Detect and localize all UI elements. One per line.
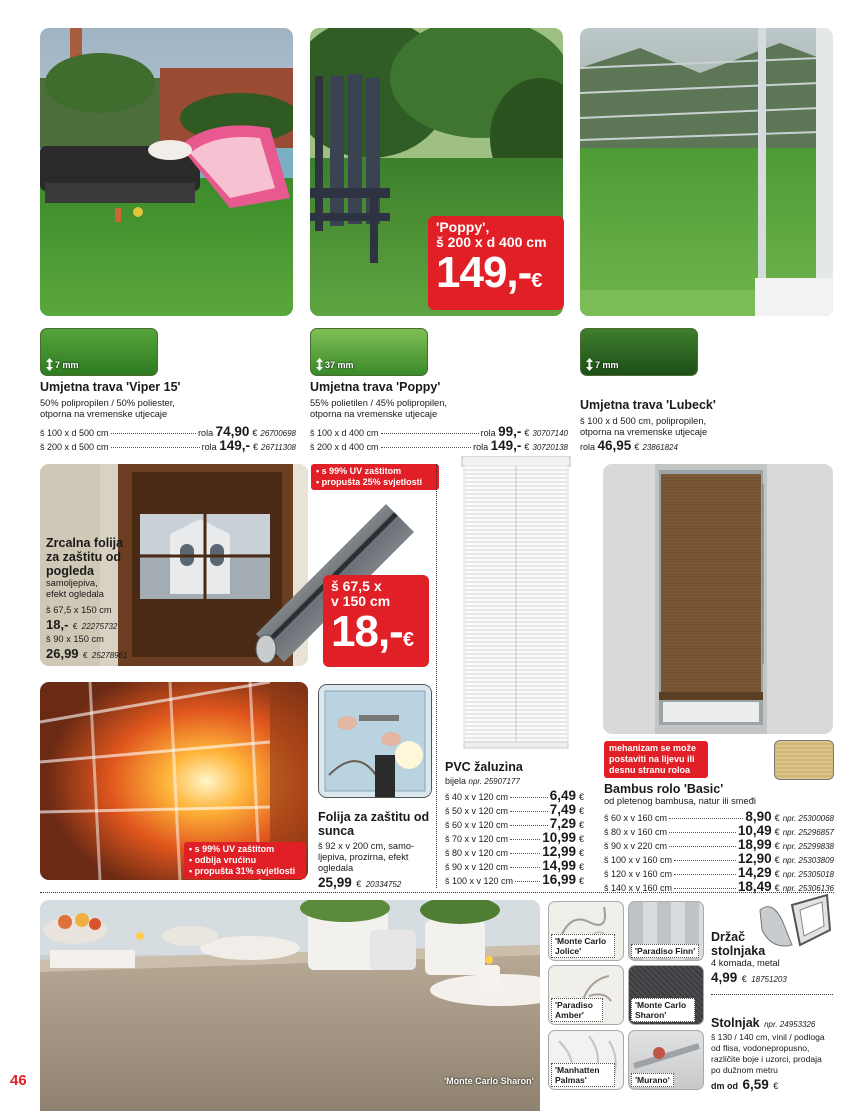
poppy-price-row: š 100 x d 400 cm rola 99,- € 30707140 (310, 424, 568, 439)
mirror-info (46, 536, 146, 663)
mirror-tag-price: 18,-€ (331, 607, 413, 656)
pvc-sub: bijela npr. 25907177 (445, 776, 520, 786)
lubeck-price-row: rola 46,95 € 23861824 (580, 438, 678, 453)
poppy-desc-1: 55% polietilen / 45% polipropilen, (310, 398, 447, 408)
poppy-tag-line2: š 200 x d 400 cm (436, 234, 547, 250)
bamboo-price-row: š 80 x v 160 cm 10,49 € npr. 25296857 (604, 823, 834, 838)
sun-foil-apply-photo (318, 684, 432, 798)
viper-price-row: š 100 x d 500 cm rola 74,90 € 26700698 (40, 424, 296, 439)
cloth-desc-3: različite boje i uzorci, prodaja (711, 1054, 822, 1064)
pvc-blind-image (458, 456, 574, 752)
mirror-bullet-2: • propušta 25% svjetlosti (316, 477, 423, 487)
sun-desc-3: ogledala (318, 863, 354, 873)
poppy-price-row: š 200 x d 400 cm rola 149,- € 30720138 (310, 438, 568, 453)
bamboo-price-row: š 90 x v 220 cm 18,99 € npr. 25299838 (604, 837, 834, 852)
pvc-title: PVC žaluzina (445, 760, 523, 774)
mirror-desc-1: samoljepiva, (46, 578, 98, 588)
pvc-price-row: š 90 x v 120 cm 14,99 € (445, 858, 584, 873)
sun-bullets (184, 842, 306, 879)
poppy-swatch (310, 328, 428, 376)
bamboo-blind-photo (603, 464, 833, 734)
poppy-info (310, 380, 568, 452)
cloth-price: dm od 6,59 € (711, 1077, 779, 1092)
cloth-desc-1: š 130 / 140 cm, vinil / podloga (711, 1032, 825, 1042)
sun-bullet-2: • odbija vrućinu (189, 855, 257, 865)
page-number: 46 (10, 1072, 27, 1089)
bamboo-price-row: š 120 x v 160 cm 14,29 € npr. 25305018 (604, 865, 834, 880)
lubeck-title: Umjetna trava 'Lubeck' (580, 398, 716, 412)
sun-foil-info (318, 810, 442, 892)
pvc-price-row: š 40 x v 120 cm 6,49 € (445, 788, 584, 803)
pattern-label: 'Manhatten Palmas' (551, 1063, 615, 1087)
poppy-price-tag (428, 216, 564, 310)
viper-desc-1: 50% polipropilen / 50% poliester, (40, 398, 175, 408)
holder-info (711, 930, 835, 987)
holder-desc: 4 komada, metal (711, 958, 780, 968)
mirror-title-1: Zrcalna folija (46, 536, 124, 550)
mirror-price-tag (323, 575, 429, 667)
height-arrow-icon (45, 358, 54, 371)
viper-price-row: š 200 x d 500 cm rola 149,- € 26711308 (40, 438, 296, 453)
section-divider (40, 892, 834, 893)
poppy-title: Umjetna trava 'Poppy' (310, 380, 441, 394)
mirror-desc-2: efekt ogledala (46, 589, 104, 599)
height-arrow-icon (315, 358, 324, 371)
mirror-title-3: pogleda (46, 564, 94, 578)
lubeck-desc-1: š 100 x d 500 cm, polipropilen, (580, 416, 707, 426)
sun-title-2: sunca (318, 824, 355, 838)
pvc-price-row: š 100 x v 120 cm 16,99 € (445, 872, 584, 887)
cloth-title-row: Stolnjak npr. 24953326 (711, 1016, 816, 1030)
viper-height: 7 mm (45, 358, 79, 371)
viper-grass-photo (40, 28, 293, 316)
bamboo-title: Bambus rolo 'Basic' (604, 782, 724, 796)
height-arrow-icon (585, 358, 594, 371)
mirror-title-2: za zaštitu od (46, 550, 122, 564)
holder-title-2: stolnjaka (711, 944, 766, 958)
poppy-height: 37 mm (315, 358, 354, 371)
sun-title-1: Folija za zaštitu od (318, 810, 430, 824)
bamboo-price-list (604, 809, 834, 893)
holder-price: 4,99 € 18751203 (711, 970, 787, 985)
pvc-price-row: š 60 x v 120 cm 7,29 € (445, 816, 584, 831)
bamboo-swatch (774, 740, 834, 780)
cloth-info (711, 1014, 835, 1094)
tablecloth-photo-label: 'Monte Carlo Sharon' (444, 1076, 534, 1086)
mirror-price-2: 26,99 € 25278961 (46, 646, 128, 661)
pvc-price-list (445, 788, 587, 886)
bamboo-price-row: š 60 x v 160 cm 8,90 € npr. 25300068 (604, 809, 834, 824)
pattern-tile-paradiso-finn[interactable] (628, 901, 704, 961)
viper-swatch (40, 328, 158, 376)
sun-bullet-1: • s 99% UV zaštitom (189, 844, 275, 854)
pattern-label: 'Paradiso Finn' (631, 944, 699, 958)
sun-desc-1: š 92 x v 200 cm, samo- (318, 841, 415, 851)
mirror-tag-line1: š 67,5 x (331, 578, 382, 594)
pvc-price-row: š 80 x v 120 cm 12,99 € (445, 844, 584, 859)
pattern-label: 'Monte Carlo Sharon' (631, 998, 695, 1022)
viper-info (40, 380, 296, 452)
bamboo-note-3: desnu stranu roloa (609, 765, 691, 775)
bamboo-price-row: š 140 x v 160 cm 18,49 € npr. 25306136 (604, 879, 834, 894)
pattern-label: 'Paradiso Amber' (551, 998, 603, 1022)
pvc-info (445, 760, 587, 886)
bamboo-note-2: postaviti na lijevu ili (609, 754, 695, 764)
lubeck-grass-photo (580, 28, 833, 316)
lubeck-info (580, 398, 834, 452)
mirror-tag-line2: v 150 cm (331, 593, 391, 609)
sun-price: 25,99 € 20334752 (318, 875, 402, 890)
sun-desc-2: ljepiva, prozirna, efekt (318, 852, 409, 862)
bamboo-desc: od pletenog bambusa, natur ili smeđi (604, 796, 756, 806)
pattern-label: 'Murano' (631, 1073, 674, 1087)
pattern-tile-manhatten-palmas[interactable] (548, 1030, 624, 1090)
mirror-price-1: 18,- € 22275732 (46, 617, 118, 632)
pattern-tile-monte-carlo-jolice[interactable] (548, 901, 624, 961)
holder-divider (711, 994, 833, 995)
lubeck-height: 7 mm (585, 358, 619, 371)
holder-title-1: Držač (711, 930, 746, 944)
bamboo-info (604, 782, 834, 893)
pattern-tile-murano[interactable] (628, 1030, 704, 1090)
viper-desc-2: otporna na vremenske utjecaje (40, 409, 168, 419)
poppy-desc-2: otporna na vremenske utjecaje (310, 409, 438, 419)
bamboo-note (604, 741, 708, 778)
pattern-label: 'Monte Carlo Jolice' (551, 934, 615, 958)
pvc-price-row: š 70 x v 120 cm 10,99 € (445, 830, 584, 845)
pattern-tile-monte-carlo-sharon[interactable] (628, 965, 704, 1025)
mirror-bullet-1: • s 99% UV zaštitom (316, 466, 402, 476)
poppy-tag-price: 149,-€ (436, 248, 542, 297)
cloth-desc-4: po dužnom metru (711, 1065, 778, 1075)
pvc-price-row: š 50 x v 120 cm 7,49 € (445, 802, 584, 817)
viper-title: Umjetna trava 'Viper 15' (40, 380, 181, 394)
pattern-tile-paradiso-amber[interactable] (548, 965, 624, 1025)
lubeck-desc-2: otporna na vremenske utjecaje (580, 427, 708, 437)
lubeck-swatch (580, 328, 698, 376)
poppy-tag-line1: 'Poppy', (436, 219, 490, 235)
mirror-size-2: š 90 x 150 cm (46, 634, 104, 644)
bamboo-price-row: š 100 x v 160 cm 12,90 € npr. 25303809 (604, 851, 834, 866)
cloth-desc-2: od flisa, vodonepropusno, (711, 1043, 810, 1053)
mirror-bullets (311, 464, 439, 490)
sun-bullet-3: • propušta 31% svjetlosti (189, 866, 296, 876)
mirror-size-1: š 67,5 x 150 cm (46, 605, 112, 615)
bamboo-note-1: mehanizam se može (609, 743, 697, 753)
